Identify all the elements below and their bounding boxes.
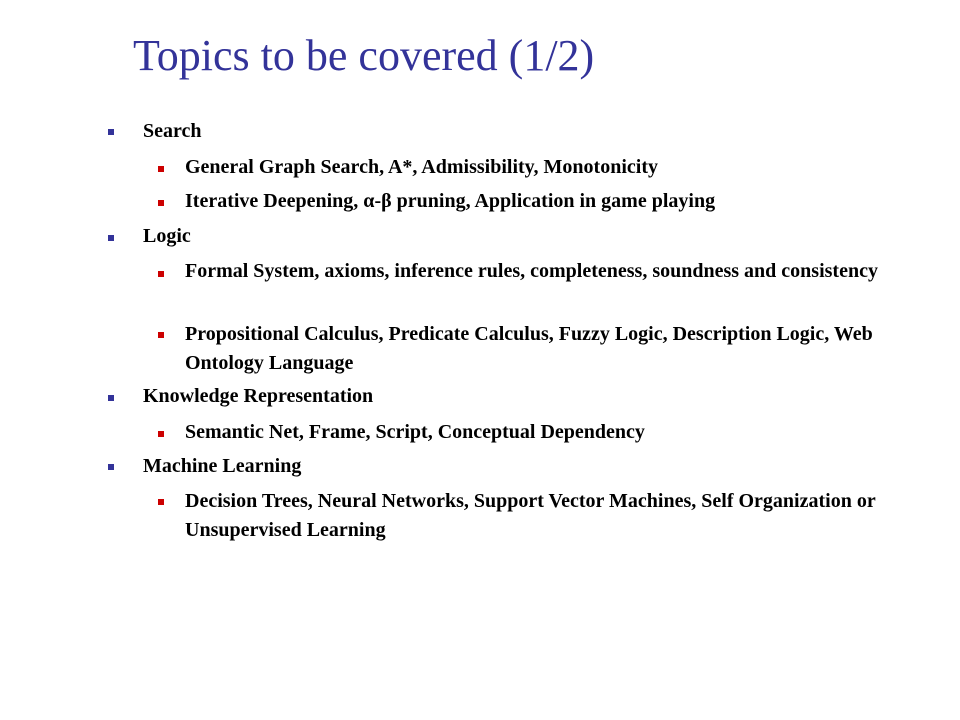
slide-title: Topics to be covered (1/2) xyxy=(133,31,595,80)
list-item: Iterative Deepening, α-β pruning, Application in game playing xyxy=(185,190,716,212)
list-item: General Graph Search, A*, Admissibility, Monotonicity xyxy=(185,156,658,178)
level2-bullet-icon xyxy=(158,499,164,505)
level2-bullet-icon xyxy=(158,332,164,338)
section-heading-search: Search xyxy=(143,120,202,142)
section-heading-machine-learning: Machine Learning xyxy=(143,455,302,477)
list-item: Semantic Net, Frame, Script, Conceptual Dependency xyxy=(185,421,645,443)
level2-bullet-icon xyxy=(158,431,164,437)
list-item: Formal System, axioms, inference rules, completeness, soundness and consistency xyxy=(185,260,878,282)
level1-bullet-icon xyxy=(108,235,114,241)
level1-bullet-icon xyxy=(108,129,114,135)
section-heading-logic: Logic xyxy=(143,225,191,247)
list-item: Propositional Calculus, Predicate Calculus, Fuzzy Logic, Description Logic, Web Ontology Language xyxy=(185,323,873,374)
level2-bullet-icon xyxy=(158,200,164,206)
level2-bullet-icon xyxy=(158,166,164,172)
level1-bullet-icon xyxy=(108,395,114,401)
section-heading-knowledge-representation: Knowledge Representation xyxy=(143,385,374,407)
list-item: Decision Trees, Neural Networks, Support Vector Machines, Self Organization or Unsupervised Learning xyxy=(185,490,876,541)
level2-bullet-icon xyxy=(158,271,164,277)
level1-bullet-icon xyxy=(108,464,114,470)
